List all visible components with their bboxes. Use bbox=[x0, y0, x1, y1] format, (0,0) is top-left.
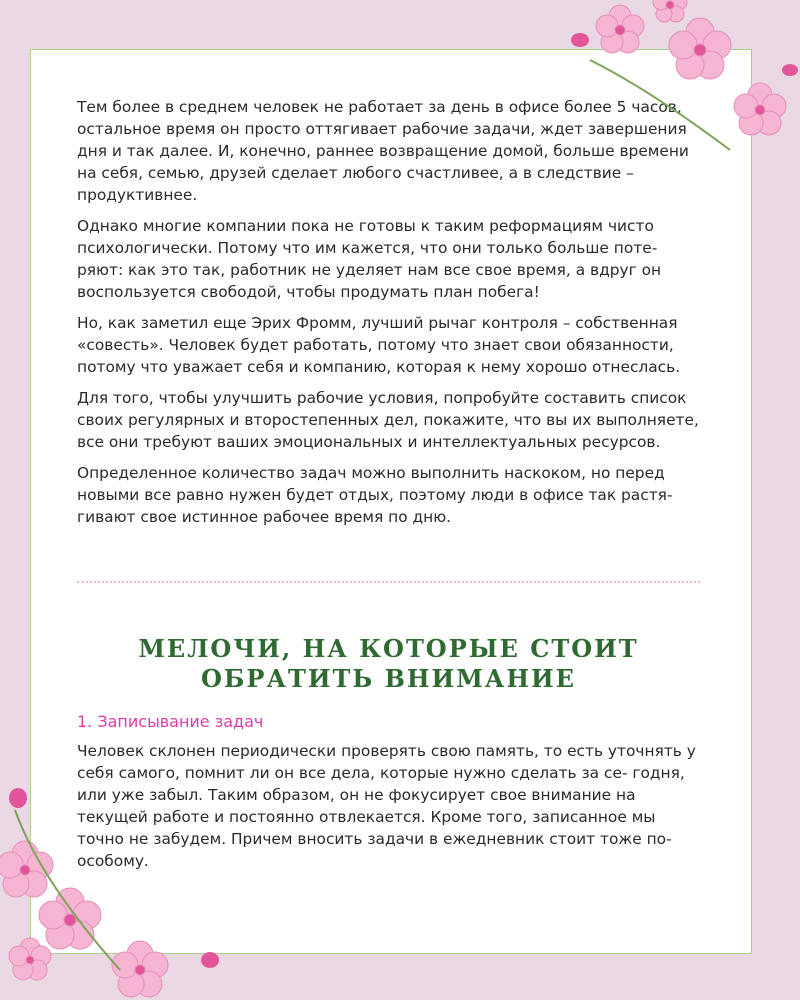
dotted-divider bbox=[77, 581, 700, 583]
section-title bbox=[77, 634, 700, 694]
subheading-1: 1. Записывание задач bbox=[77, 712, 264, 731]
section-title-line-1: МЕЛОЧИ, НА КОТОРЫЕ СТОИТ bbox=[138, 634, 639, 663]
paragraph-1: Тем более в среднем человек не работает за день в офисе более 5 часов, остальное время он просто оттягивает рабочие задачи, ждет завершения дня и так далее. И, конечно, раннее возвращение домой, больше времени на себя, семью, друзей сделает любого счастливее, а в следствие – продуктивнее. bbox=[77, 98, 689, 204]
paragraph-2: Однако многие компании пока не готовы к таким реформациям чисто психологически. Потому что им кажется, что они только больше поте- ряют: как это так, работник не уделяет нам все свое время, а вдруг он воспользуется свободой, чтобы продумать план побега! bbox=[77, 217, 662, 301]
paragraph-3: Но, как заметил еще Эрих Фромм, лучший рычаг контроля – собственная «совесть». Человек будет работать, потому что знает свои обязанности, потому что уважает себя и компанию, которая к нему хорошо отнеслась. bbox=[77, 314, 681, 376]
section-paragraph: Человек склонен периодически проверять свою память, то есть уточнять у себя самого, помнит ли он все дела, которые нужно сделать за се- годня, или уже забыл. Таким образом, он не фокусирует свое внимание на текущей работе и постоянно отвлекается. Кроме того, записанное мы точно не забудем. Причем вносить задачи в ежедневник стоит тоже по-особому. bbox=[77, 742, 696, 870]
paragraph-5: Определенное количество задач можно выполнить наскоком, но перед новыми все равно нужен будет отдых, поэтому люди в офисе так растя- гивают свое истинное рабочее время по дню. bbox=[77, 464, 673, 526]
cherry-blossom-bottom-left-icon bbox=[0, 770, 240, 1000]
section-title-line-2: ОБРАТИТЬ ВНИМАНИЕ bbox=[201, 664, 576, 693]
paragraph-4: Для того, чтобы улучшить рабочие условия, попробуйте составить список своих регулярных и второстепенных дел, покажите, что вы их выполняете, все они требуют ваших эмоциональных и интеллектуальных ресурсов. bbox=[77, 389, 699, 451]
cherry-blossom-top-right-icon bbox=[560, 0, 800, 200]
